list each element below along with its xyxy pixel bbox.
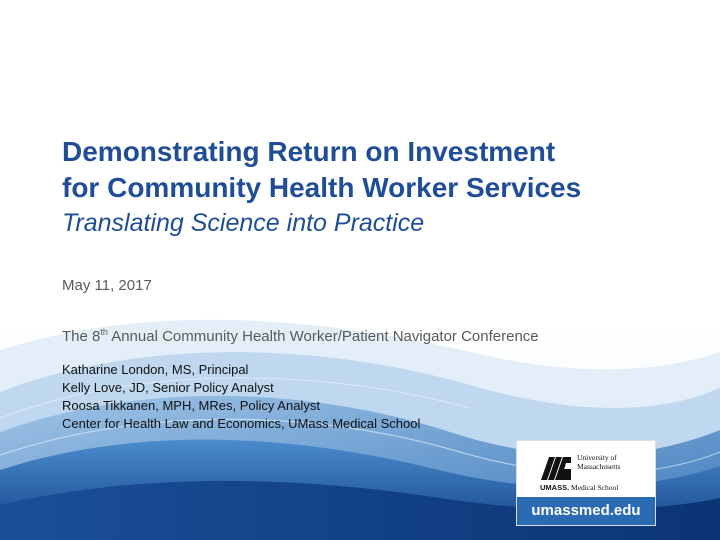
author-line: Katharine London, MS, Principal [62,362,249,377]
title-line-2: for Community Health Worker Services [62,172,582,203]
author-list [62,361,582,433]
conference-prefix: The 8 [62,328,101,345]
author-line: Kelly Love, JD, Senior Policy Analyst [62,380,274,395]
slide-title [62,134,702,206]
umass-logo [516,440,656,526]
slide-subtitle: Translating Science into Practice [62,209,425,237]
author-line: Roosa Tikkanen, MPH, MRes, Policy Analyst [62,398,320,413]
conference-ordinal: th [100,327,108,337]
logo-school: Medical School [571,483,619,492]
affiliation-line: Center for Health Law and Economics, UMass Medical School [62,416,421,431]
conference-name [62,327,712,347]
title-line-1: Demonstrating Return on Investment [62,136,556,167]
logo-brand: UMASS. [540,483,570,492]
conference-suffix: Annual Community Health Worker/Patient Navigator Conference [107,328,539,345]
umass-mark-icon [540,455,572,481]
logo-url: umassmed.edu [517,497,655,525]
logo-school-name [540,483,618,492]
logo-university-name: University of Massachusetts [577,453,621,471]
presentation-date: May 11, 2017 [62,277,152,294]
